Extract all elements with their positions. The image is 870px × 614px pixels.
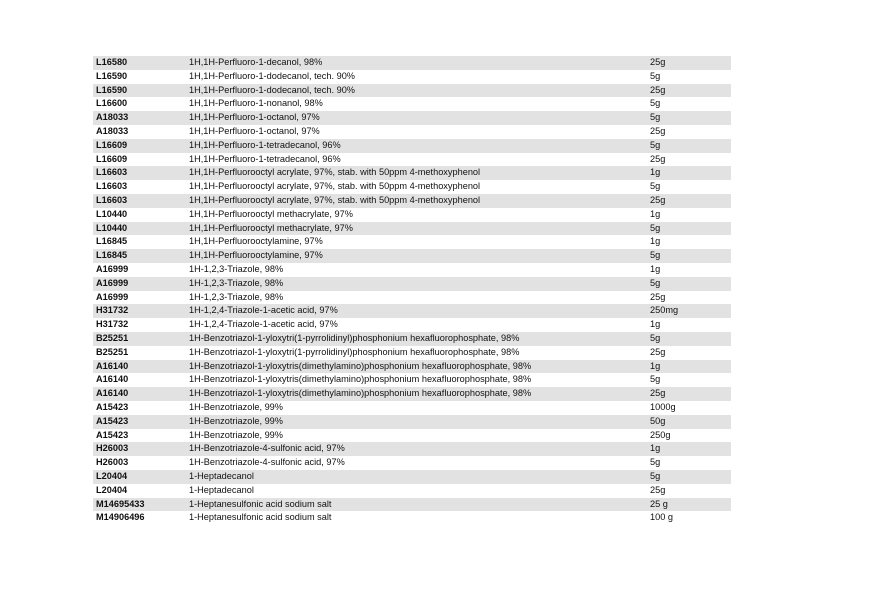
- product-name: 1H,1H-Perfluorooctylamine, 97%: [186, 249, 647, 263]
- package-size: 1g: [647, 166, 731, 180]
- product-name: 1H,1H-Perfluoro-1-octanol, 97%: [189, 125, 320, 136]
- table-row: [93, 263, 731, 277]
- package-size: 25g: [647, 194, 731, 208]
- package-size: 25g: [647, 387, 731, 401]
- package-size: 1g: [650, 263, 661, 274]
- product-name: 1H-Benzotriazole-4-sulfonic acid, 97%: [186, 442, 647, 456]
- product-name: 1H-Benzotriazole, 99%: [189, 401, 283, 412]
- product-name: 1H,1H-Perfluorooctyl acrylate, 97%, stab. with 50ppm 4-methoxyphenol: [189, 181, 481, 192]
- product-name: 1H-Benzotriazol-1-yloxytris(dimethylamino)phosphonium hexafluorophosphate, 98%: [186, 360, 647, 374]
- product-name: 1H,1H-Perfluoro-1-decanol, 98%: [186, 56, 647, 70]
- table-row: [93, 291, 731, 305]
- product-code: L16590: [93, 84, 186, 98]
- table-row: [93, 373, 731, 387]
- table-row: [93, 56, 731, 70]
- package-size: 1g: [650, 236, 661, 247]
- product-name: 1H,1H-Perfluoro-1-tetradecanol, 96%: [186, 139, 647, 153]
- table-row: [93, 484, 731, 498]
- table-row: [93, 222, 731, 236]
- product-name: 1H-Benzotriazole, 99%: [186, 415, 647, 429]
- table-row: [93, 470, 731, 484]
- product-name: 1H,1H-Perfluorooctyl methacrylate, 97%: [189, 208, 353, 219]
- product-code: L16845: [93, 249, 186, 263]
- table-row: [93, 401, 731, 415]
- table-row: [93, 429, 731, 443]
- product-name: 1H,1H-Perfluorooctylamine, 97%: [189, 236, 323, 247]
- table-row: [93, 166, 731, 180]
- package-size: 5g: [647, 111, 731, 125]
- package-size: 5g: [647, 470, 731, 484]
- table-row: [93, 498, 731, 512]
- table-row: [93, 194, 731, 208]
- table-row: [93, 125, 731, 139]
- table-row: [93, 346, 731, 360]
- product-code: H31732: [93, 304, 186, 318]
- package-size: 25g: [650, 346, 666, 357]
- table-row: [93, 277, 731, 291]
- package-size: 1g: [647, 442, 731, 456]
- product-code: L20404: [93, 470, 186, 484]
- product-name: 1H-Benzotriazol-1-yloxytris(dimethylamino)phosphonium hexafluorophosphate, 98%: [186, 387, 647, 401]
- product-name: 1-Heptadecanol: [186, 470, 647, 484]
- table-row: [93, 360, 731, 374]
- product-code: L16603: [93, 194, 186, 208]
- table-row: [93, 318, 731, 332]
- product-code: A15423: [96, 429, 129, 440]
- package-size: 25g: [650, 291, 666, 302]
- product-code: L16600: [96, 98, 128, 109]
- product-name: 1H,1H-Perfluoro-1-octanol, 97%: [186, 111, 647, 125]
- table-row: [93, 456, 731, 470]
- package-size: 1g: [647, 360, 731, 374]
- package-size: 50g: [647, 415, 731, 429]
- package-size: 1g: [650, 208, 661, 219]
- package-size: 5g: [647, 332, 731, 346]
- package-size: 5g: [650, 374, 661, 385]
- package-size: 5g: [647, 222, 731, 236]
- table-row: [93, 111, 731, 125]
- product-name: 1-Heptadecanol: [189, 484, 254, 495]
- product-code: A16140: [93, 387, 186, 401]
- package-size: 5g: [650, 181, 661, 192]
- product-code: A15423: [96, 401, 129, 412]
- table-row: [93, 180, 731, 194]
- product-code: M14695433: [93, 498, 186, 512]
- product-name: 1H,1H-Perfluoro-1-tetradecanol, 96%: [189, 153, 341, 164]
- product-code: B25251: [96, 346, 129, 357]
- product-table-body: [93, 56, 731, 525]
- table-row: [93, 387, 731, 401]
- package-size: 1000g: [650, 401, 676, 412]
- table-row: [93, 70, 731, 84]
- package-size: 250mg: [647, 304, 731, 318]
- package-size: 5g: [650, 70, 661, 81]
- product-code: L16603: [93, 166, 186, 180]
- package-size: 100 g: [650, 512, 673, 523]
- table-row: [93, 442, 731, 456]
- product-code: A18033: [96, 125, 129, 136]
- product-name: 1H,1H-Perfluorooctyl acrylate, 97%, stab. with 50ppm 4-methoxyphenol: [186, 166, 647, 180]
- package-size: 5g: [650, 98, 661, 109]
- product-code: A16999: [96, 263, 129, 274]
- package-size: 25g: [650, 153, 666, 164]
- table-row: [93, 304, 731, 318]
- table-row: [93, 511, 731, 525]
- package-size: 250g: [650, 429, 671, 440]
- product-name: 1H-1,2,3-Triazole, 98%: [189, 263, 284, 274]
- product-code: H26003: [96, 457, 129, 468]
- package-size: 5g: [647, 249, 731, 263]
- product-code: B25251: [93, 332, 186, 346]
- product-code: L16845: [96, 236, 128, 247]
- product-code: A16999: [96, 291, 129, 302]
- product-name: 1H,1H-Perfluoro-1-dodecanol, tech. 90%: [186, 84, 647, 98]
- product-name: 1H-1,2,3-Triazole, 98%: [186, 277, 647, 291]
- product-name: 1H-Benzotriazol-1-yloxytri(1-pyrrolidinyl)phosphonium hexafluorophosphate, 98%: [189, 346, 520, 357]
- product-name: 1H,1H-Perfluoro-1-dodecanol, tech. 90%: [189, 70, 355, 81]
- product-name: 1H-Benzotriazol-1-yloxytris(dimethylamino)phosphonium hexafluorophosphate, 98%: [189, 374, 532, 385]
- package-size: 1g: [650, 319, 661, 330]
- table-row: [93, 139, 731, 153]
- product-name: 1-Heptanesulfonic acid sodium salt: [189, 512, 332, 523]
- product-code: A16140: [93, 360, 186, 374]
- product-code: A16999: [93, 277, 186, 291]
- product-code: A18033: [93, 111, 186, 125]
- product-code: H26003: [93, 442, 186, 456]
- package-size: 25g: [650, 125, 666, 136]
- product-name: 1H-Benzotriazole, 99%: [189, 429, 283, 440]
- table-row: [93, 415, 731, 429]
- package-size: 5g: [647, 277, 731, 291]
- package-size: 5g: [650, 457, 661, 468]
- table-row: [93, 153, 731, 167]
- product-code: H31732: [96, 319, 129, 330]
- product-name: 1H,1H-Perfluoro-1-nonanol, 98%: [189, 98, 323, 109]
- table-row: [93, 249, 731, 263]
- package-size: 25g: [647, 56, 731, 70]
- product-code: L10440: [93, 222, 186, 236]
- product-code: A16140: [96, 374, 129, 385]
- table-row: [93, 97, 731, 111]
- product-code: L10440: [96, 208, 128, 219]
- table-row: [93, 84, 731, 98]
- product-code: L20404: [96, 484, 128, 495]
- table-row: [93, 208, 731, 222]
- product-code: L16590: [96, 70, 128, 81]
- product-name: 1H-1,2,3-Triazole, 98%: [189, 291, 284, 302]
- product-code: L16580: [93, 56, 186, 70]
- product-name: 1H-Benzotriazol-1-yloxytri(1-pyrrolidinyl)phosphonium hexafluorophosphate, 98%: [186, 332, 647, 346]
- product-code: L16603: [96, 181, 128, 192]
- product-table: [93, 56, 731, 525]
- table-row: [93, 235, 731, 249]
- product-name: 1H-Benzotriazole-4-sulfonic acid, 97%: [189, 457, 345, 468]
- product-code: L16609: [96, 153, 128, 164]
- package-size: 25g: [647, 84, 731, 98]
- table-row: [93, 332, 731, 346]
- product-name: 1H-1,2,4-Triazole-1-acetic acid, 97%: [186, 304, 647, 318]
- product-name: 1H-1,2,4-Triazole-1-acetic acid, 97%: [189, 319, 338, 330]
- product-code: M14906496: [96, 512, 145, 523]
- product-name: 1H,1H-Perfluorooctyl methacrylate, 97%: [186, 222, 647, 236]
- product-code: A15423: [93, 415, 186, 429]
- package-size: 5g: [647, 139, 731, 153]
- product-name: 1H,1H-Perfluorooctyl acrylate, 97%, stab. with 50ppm 4-methoxyphenol: [186, 194, 647, 208]
- package-size: 25g: [650, 484, 666, 495]
- package-size: 25 g: [647, 498, 731, 512]
- product-name: 1-Heptanesulfonic acid sodium salt: [186, 498, 647, 512]
- product-code: L16609: [93, 139, 186, 153]
